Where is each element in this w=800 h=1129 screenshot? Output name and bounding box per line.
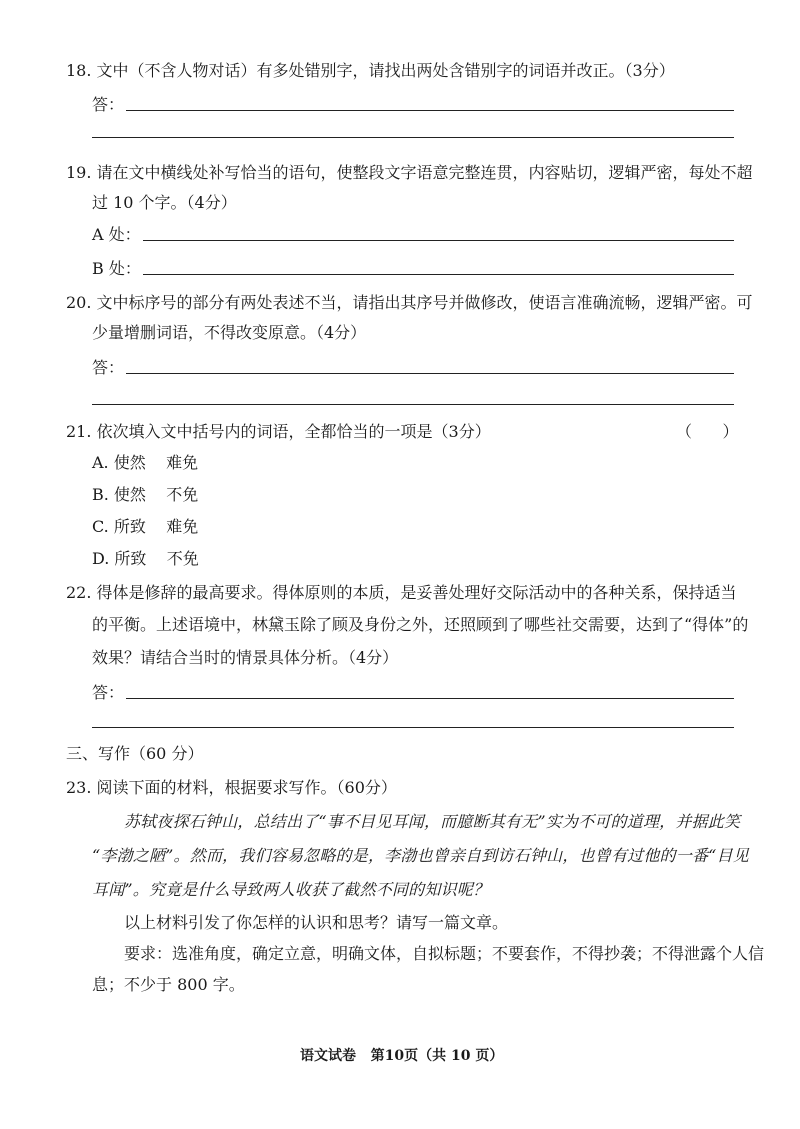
q19-b-label: B 处： — [92, 259, 141, 278]
q21-option-d[interactable]: D. 所致 不免 — [92, 549, 199, 568]
q19-b-line[interactable] — [143, 273, 734, 275]
q21-answer-bracket[interactable]: （ ） — [676, 422, 739, 441]
page-footer: 语文试卷 第10页（共 10 页） — [300, 1048, 504, 1064]
q18-answer-label: 答： — [92, 95, 125, 114]
q18-text: 18. 文中（不含人物对话）有多处错别字，请找出两处含错别字的词语并改正。（3分） — [66, 61, 675, 80]
q22-answer — [92, 680, 734, 703]
q23-material-3: 耳闻”。究竟是什么导致两人收获了截然不同的知识呢？ — [92, 880, 490, 899]
section-writing-title: 三、写作（60 分） — [66, 744, 204, 763]
q20-answer-line-2[interactable] — [92, 404, 734, 405]
q19-a-label: A 处： — [92, 225, 141, 244]
q20-text-1: 20. 文中标序号的部分有两处表述不当，请指出其序号并做修改，使语言准确流畅，逻辑严密。可 — [66, 293, 753, 312]
q22-answer-line-2[interactable] — [92, 727, 734, 728]
q23-material-1: 苏轼夜探石钟山，总结出了“事不目见耳闻，而臆断其有无”实为不可的道理，并据此笑 — [124, 812, 741, 831]
q22-text-1: 22. 得体是修辞的最高要求。得体原则的本质，是妥善处理好交际活动中的各种关系，保持适当 — [66, 583, 737, 602]
q22-answer-label: 答： — [92, 683, 125, 702]
q22-text-3: 效果？请结合当时的情景具体分析。（4分） — [92, 648, 399, 667]
q23-prompt: 以上材料引发了你怎样的认识和思考？请写一篇文章。 — [124, 913, 509, 932]
q21-option-a[interactable]: A. 使然 难免 — [92, 453, 199, 472]
q20-answer-line-1[interactable] — [126, 372, 734, 374]
q21-option-c[interactable]: C. 所致 难免 — [92, 517, 199, 536]
q22-answer-line-1[interactable] — [126, 697, 734, 699]
q23-material-2: “李渤之陋”。然而，我们容易忽略的是，李渤也曾亲自到访石钟山，也曾有过他的一番“目见 — [92, 846, 749, 865]
q19-text-2: 过 10 个字。（4分） — [92, 193, 237, 212]
q19-a-line[interactable] — [143, 239, 734, 241]
q23-requirements-1: 要求：选准角度，确定立意，明确文体，自拟标题；不要套作，不得抄袭；不得泄露个人信 — [124, 944, 765, 963]
q19-answer-a — [92, 222, 734, 245]
q23-requirements-2: 息；不少于 800 字。 — [92, 975, 245, 994]
q18-answer-line-1[interactable] — [126, 109, 734, 111]
q20-answer — [92, 355, 734, 378]
q21-option-b[interactable]: B. 使然 不免 — [92, 485, 199, 504]
q18-answer — [92, 92, 734, 115]
q22-text-2: 的平衡。上述语境中，林黛玉除了顾及身份之外，还照顾到了哪些社交需要，达到了“得体”的 — [92, 615, 749, 634]
q21-text: 21. 依次填入文中括号内的词语，全都恰当的一项是（3分） — [66, 422, 491, 441]
q20-answer-label: 答： — [92, 358, 125, 377]
q19-text-1: 19. 请在文中横线处补写恰当的语句，使整段文字语意完整连贯，内容贴切，逻辑严密，每处不超 — [66, 163, 753, 182]
q23-text: 23. 阅读下面的材料，根据要求写作。（60分） — [66, 778, 397, 797]
q19-answer-b — [92, 256, 734, 279]
q18-answer-line-2[interactable] — [92, 137, 734, 138]
q20-text-2: 少量增删词语，不得改变原意。（4分） — [92, 323, 367, 342]
